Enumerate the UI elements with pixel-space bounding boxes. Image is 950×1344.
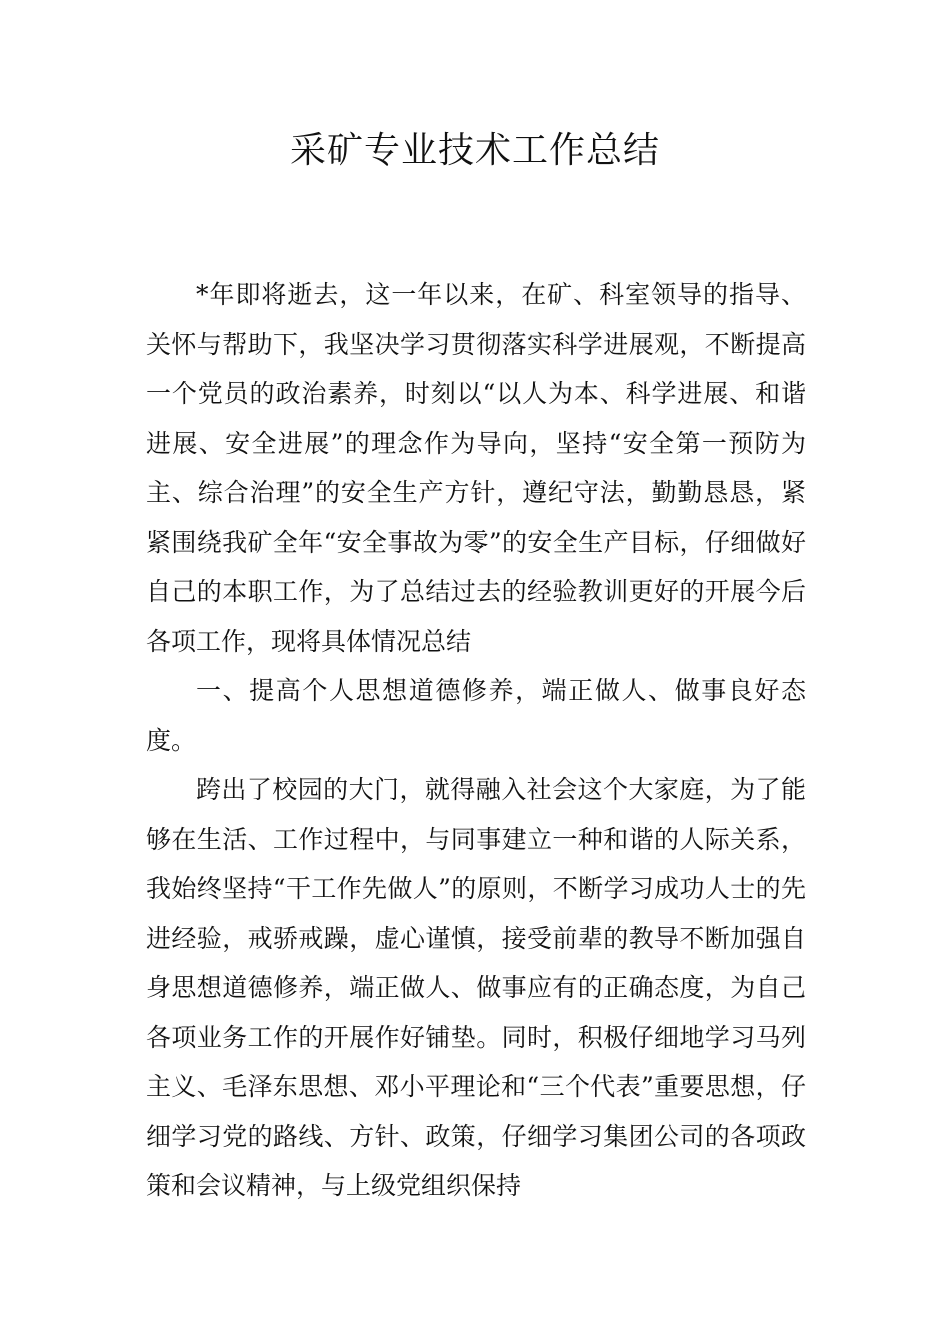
section-heading-1: 一、提高个人思想道德修养，端正做人、做事良好态度。 [146, 676, 806, 755]
document-body [146, 270, 806, 1211]
document-title: 采矿专业技术工作总结 [289, 130, 660, 171]
paragraph-intro: *年即将逝去，这一年以来，在矿、科室领导的指导、关怀与帮助下，我坚决学习贯彻落实科学进展观，不断提高一个党员的政治素养，时刻以“以人为本、科学进展、和谐进展、安全进展”的理念作为导向，坚持“安全第一预防为主、综合治理”的安全生产方针，遵纪守法，勤勤恳恳，紧紧围绕我矿全年“安全事故为零”的安全生产目标，仔细做好自己的本职工作，为了总结过去的经验教训更好的开展今后各项工作，现将具体情况总结 [146, 280, 806, 656]
paragraph-section-1: 跨出了校园的大门，就得融入社会这个大家庭，为了能够在生活、工作过程中，与同事建立一种和谐的人际关系，我始终坚持“干工作先做人”的原则，不断学习成功人士的先进经验，戒骄戒躁，虚心谨慎，接受前辈的教导不断加强自身思想道德修养，端正做人、做事应有的正确态度，为自己各项业务工作的开展作好铺垫。同时，积极仔细地学习马列主义、毛泽东思想、邓小平理论和“三个代表”重要思想，仔细学习党的路线、方针、政策，仔细学习集团公司的各项政策和会议精神，与上级党组织保持 [146, 775, 806, 1200]
